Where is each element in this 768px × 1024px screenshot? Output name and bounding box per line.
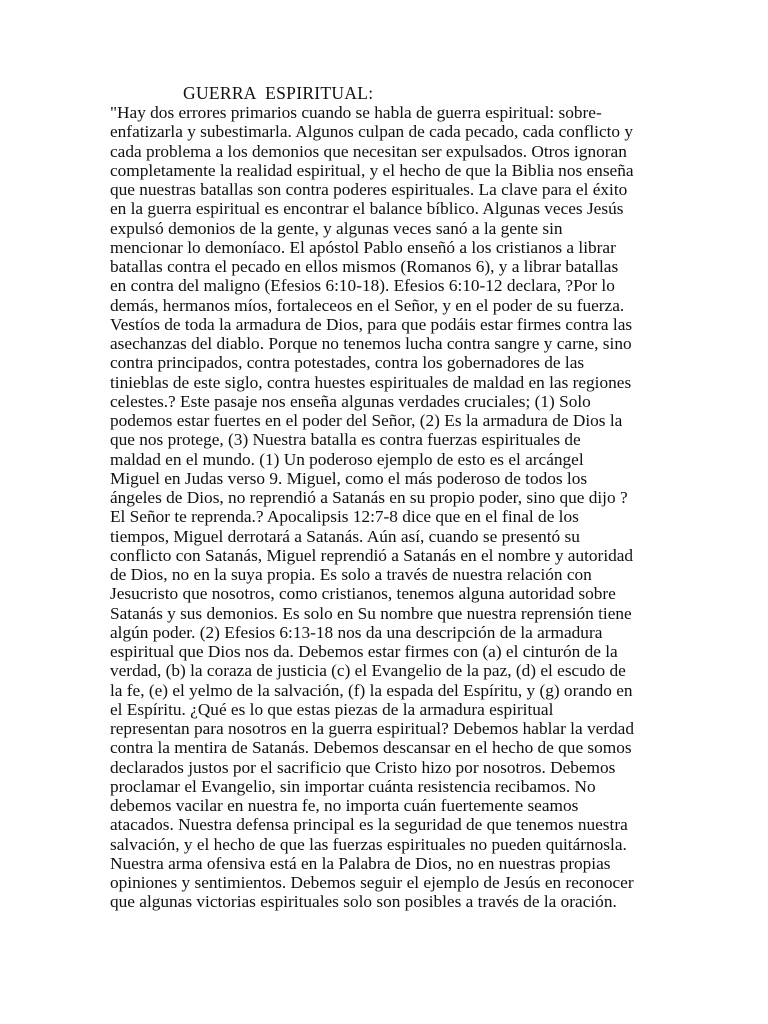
body-text-line: contra la mentira de Satanás. Debemos descansar en el hecho de que somos (110, 738, 632, 758)
body-text-line: Vestíos de toda la armadura de Dios, para que podáis estar firmes contra las (110, 314, 633, 334)
body-text-line: conflicto con Satanás, Miguel reprendió a Satanás en el nombre y autoridad (110, 545, 634, 565)
body-text-line: Satanás y sus demonios. Es solo en Su nombre que nuestra reprensión tiene (110, 603, 632, 623)
body-text-line: Nuestra arma ofensiva está en la Palabra de Dios, no en nuestras propias (110, 853, 611, 873)
body-text-line: proclamar el Evangelio, sin importar cuánta resistencia recibamos. No (110, 776, 596, 796)
body-text-line: maldad en el mundo. (1) Un poderoso ejemplo de esto es el arcángel (110, 449, 584, 469)
body-text-line: que nos protege, (3) Nuestra batalla es contra fuerzas espirituales de (110, 430, 581, 450)
body-text-line: de Dios, no en la suya propia. Es solo a través de nuestra relación con (110, 565, 592, 584)
body-text-line: representan para nosotros en la guerra espiritual? Debemos hablar la verdad (110, 719, 634, 738)
body-text-line: verdad, (b) la coraza de justicia (c) el Evangelio de la paz, (d) el escudo de (110, 661, 626, 681)
body-text-line: expulsó demonios de la gente, y algunas veces sanó a la gente sin (110, 218, 563, 238)
body-text-line: tiempos, Miguel derrotará a Satanás. Aún así, cuando se presentó su (110, 526, 580, 546)
body-text-line: espiritual que Dios nos da. Debemos estar firmes con (a) el cinturón de la (110, 642, 618, 661)
body-text-line: enfatizarla y subestimarla. Algunos culpan de cada pecado, cada conflicto y (110, 122, 634, 142)
body-text-line: El Señor te reprenda.? Apocalipsis 12:7-8 dice que en el final de los (110, 507, 579, 527)
body-text-line: declarados justos por el sacrificio que Cristo hizo por nosotros. Debemos (110, 757, 616, 777)
body-text-line: que algunas victorias espirituales solo son posibles a través de la oración. (110, 892, 617, 912)
body-text-line: salvación, y el hecho de que las fuerzas espirituales no pueden quitárnosla. (110, 834, 627, 854)
body-text-line: opiniones y sentimientos. Debemos seguir el ejemplo de Jesús en reconocer (110, 873, 634, 892)
body-text-line: asechanzas del diablo. Porque no tenemos lucha contra sangre y carne, sino (110, 334, 632, 353)
body-text-line: completamente la realidad espiritual, y el hecho de que la Biblia nos enseña (110, 160, 634, 180)
body-text-line: celestes.? Este pasaje nos enseña algunas verdades cruciales; (1) Solo (110, 391, 591, 411)
body-text-line: demás, hermanos míos, fortaleceos en el Señor, y en el poder de su fuerza. (110, 295, 625, 315)
document-body (110, 103, 670, 912)
body-text-line: en la guerra espiritual es encontrar el balance bíblico. Algunas veces Jesús (110, 199, 624, 219)
body-text-line: que nuestras batallas son contra poderes espirituales. La clave para el éxito (110, 180, 628, 199)
body-text-line: batallas contra el pecado en ellos mismos (Romanos 6), y a librar batallas (110, 257, 619, 276)
body-text-line: cada problema a los demonios que necesitan ser expulsados. Otros ignoran (110, 141, 627, 161)
body-text-line: contra principados, contra potestades, contra los gobernadores de las (110, 353, 585, 373)
body-text-line: la fe, (e) el yelmo de la salvación, (f) la espada del Espíritu, y (g) orando en (110, 680, 633, 700)
body-text-line: Miguel en Judas verso 9. Miguel, como el más poderoso de todos los (110, 468, 588, 488)
body-text-line: "Hay dos errores primarios cuando se habla de guerra espiritual: sobre- (110, 103, 602, 122)
body-text-line: debemos vacilar en nuestra fe, no importa cuán fuertemente seamos (110, 796, 579, 815)
body-text-line: podemos estar fuertes en el poder del Señor, (2) Es la armadura de Dios la (110, 411, 623, 430)
body-text-line: el Espíritu. ¿Qué es lo que estas piezas de la armadura espiritual (110, 699, 554, 719)
body-text-line: Jesucristo que nosotros, como cristianos, tenemos alguna autoridad sobre (110, 584, 616, 604)
body-text-line: en contra del maligno (Efesios 6:10-18). Efesios 6:10-12 declara, ?Por lo (110, 276, 615, 296)
body-text-line: atacados. Nuestra defensa principal es la seguridad de que tenemos nuestra (110, 815, 628, 835)
body-text-line: algún poder. (2) Efesios 6:13-18 nos da una descripción de la armadura (110, 622, 603, 642)
body-text-line: tinieblas de este siglo, contra huestes espirituales de maldad en las regiones (110, 372, 632, 392)
body-text-line: ángeles de Dios, no reprendió a Satanás en su propio poder, sino que dijo ? (110, 488, 628, 507)
document-title: GUERRA ESPIRITUAL: (183, 83, 374, 103)
body-text-line: mencionar lo demoníaco. El apóstol Pablo enseñó a los cristianos a librar (110, 237, 616, 257)
